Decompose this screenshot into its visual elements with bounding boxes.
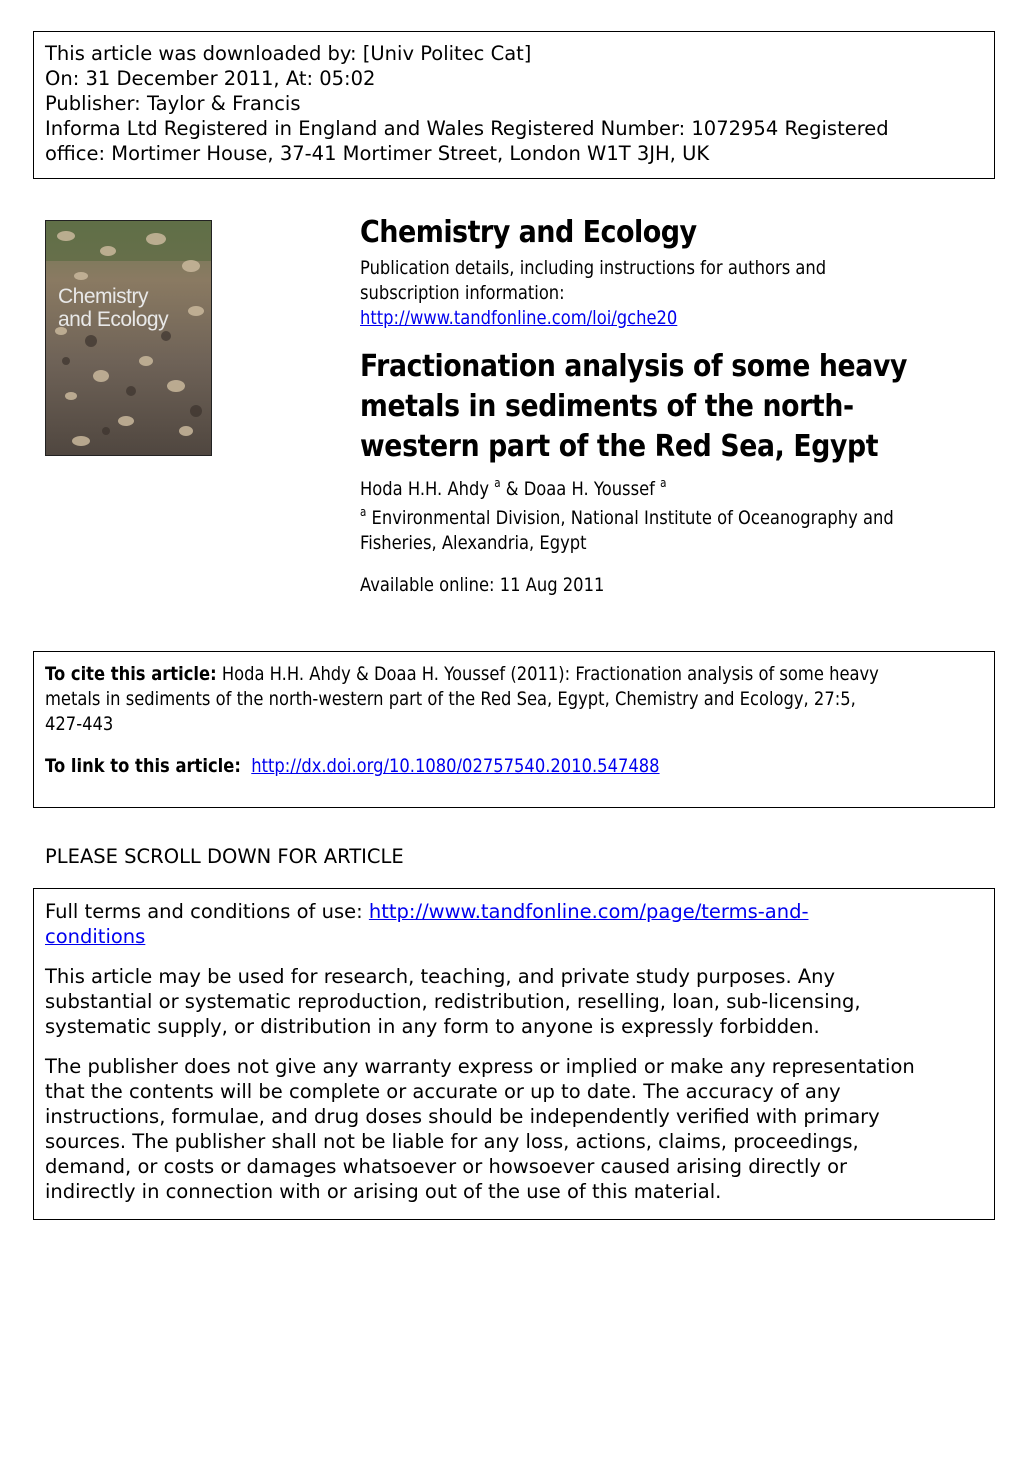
terms-line: The publisher does not give any warranty express or implied or make any representation [45, 1055, 915, 1078]
terms-lead-line [45, 899, 983, 924]
terms-link[interactable]: http://www.tandfonline.com/page/terms-and- [368, 900, 809, 923]
terms-link-line [45, 924, 983, 949]
terms-line: indirectly in connection with or arising out of the use of this material. [45, 1180, 722, 1203]
download-line: On: 31 December 2011, At: 05:02 [45, 67, 376, 90]
citation-box [33, 651, 995, 808]
available-online: Available online: 11 Aug 2011 [360, 574, 605, 596]
cover-title [58, 285, 168, 331]
author-separator: & [505, 478, 519, 500]
terms-line: sources. The publisher shall not be liable for any loss, actions, claims, proceedings, [45, 1130, 859, 1153]
journal-link-line [360, 306, 910, 331]
author-name: Doaa H. Youssef [523, 478, 655, 500]
affiliation-line: Fisheries, Alexandria, Egypt [360, 532, 587, 554]
author-name: Hoda H.H. Ahdy [360, 478, 490, 500]
affiliation-marker: a [660, 476, 667, 490]
affiliation-marker: a [360, 505, 367, 519]
affiliation-marker: a [494, 476, 501, 490]
article-title-line: western part of the Red Sea, Egypt [360, 429, 879, 464]
authors [360, 477, 910, 502]
terms-lead: Full terms and conditions of use: [45, 900, 363, 923]
terms-link-continued[interactable]: conditions [45, 925, 146, 948]
terms-line: instructions, formulae, and drug doses should be independently verified with primary [45, 1105, 880, 1128]
journal-url-link[interactable]: http://www.tandfonline.com/loi/gche20 [360, 307, 678, 329]
article-title-line: Fractionation analysis of some heavy [360, 349, 908, 384]
terms-paragraph-warranty [45, 1054, 983, 1204]
article-header [360, 213, 1000, 598]
scroll-notice: PLEASE SCROLL DOWN FOR ARTICLE [45, 845, 404, 868]
publication-details-line: Publication details, including instructions for authors and [360, 257, 827, 279]
citation-label: To cite this article: [45, 663, 217, 685]
terms-paragraph-usage [45, 964, 983, 1039]
affiliation-line [360, 506, 910, 531]
citation-text: Hoda H.H. Ahdy & Doaa H. Youssef (2011): Fractionation analysis of some heavy [221, 663, 879, 685]
download-line: This article was downloaded by: [Univ Politec Cat] [45, 42, 532, 65]
article-title-line: metals in sediments of the north- [360, 389, 854, 424]
terms-line: substantial or systematic reproduction, redistribution, reselling, loan, sub-licensing, [45, 990, 861, 1013]
download-line: Publisher: Taylor & Francis [45, 92, 301, 115]
affiliation [360, 506, 1000, 556]
download-line: office: Mortimer House, 37-41 Mortimer Street, London W1T 3JH, UK [45, 142, 710, 165]
terms-line: This article may be used for research, teaching, and private study purposes. Any [45, 965, 836, 988]
journal-cover-image [45, 220, 212, 456]
download-notice [33, 31, 995, 179]
terms-line: systematic supply, or distribution in any form to anyone is expressly forbidden. [45, 1015, 820, 1038]
citation-line: metals in sediments of the north-western part of the Red Sea, Egypt, Chemistry and Ecology, 27:5, [45, 688, 856, 710]
cover-title-line: and Ecology [58, 308, 169, 331]
citation-line [45, 662, 879, 687]
doi-link[interactable]: http://dx.doi.org/10.1080/02757540.2010.547488 [251, 755, 660, 777]
journal-title: Chemistry and Ecology [360, 215, 697, 250]
publication-details [360, 256, 1000, 331]
doi-link-line [45, 754, 861, 779]
download-line: Informa Ltd Registered in England and Wales Registered Number: 1072954 Registered [45, 117, 889, 140]
cover-title-line: Chemistry [58, 285, 149, 308]
publication-details-line: subscription information: [360, 282, 565, 304]
affiliation-text: Environmental Division, National Institute of Oceanography and [371, 507, 894, 529]
article-title [360, 347, 930, 467]
doi-link-label: To link to this article: [45, 755, 241, 777]
terms-box [33, 888, 995, 1220]
citation-line: 427-443 [45, 713, 114, 735]
terms-line: demand, or costs or damages whatsoever or howsoever caused arising directly or [45, 1155, 848, 1178]
terms-line: that the contents will be complete or accurate or up to date. The accuracy of any [45, 1080, 841, 1103]
